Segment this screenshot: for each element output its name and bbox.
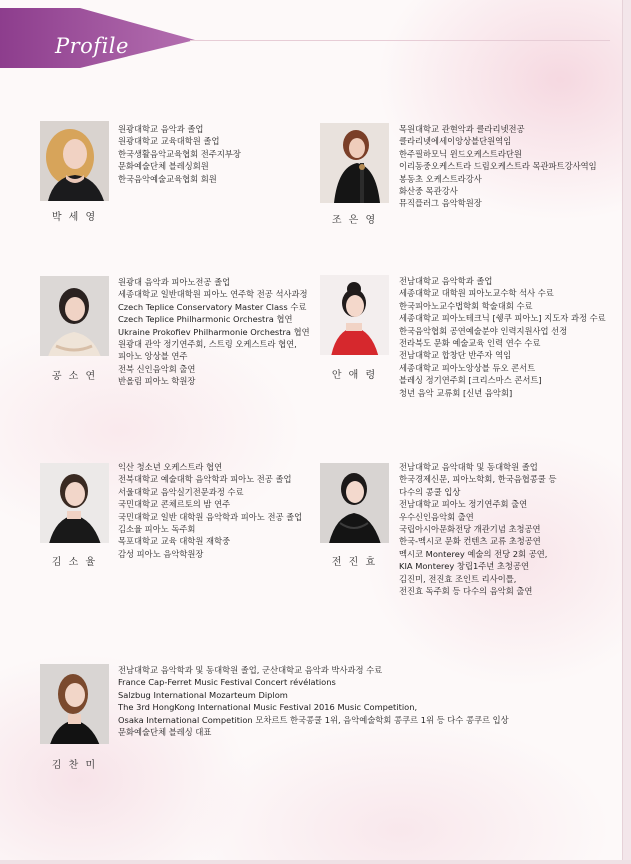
bio-line: 전북 신인음악회 출연: [118, 363, 196, 374]
bio-line: 세종대학교 피아노테크닉 [쉥쿠 피아노] 지도자 과정 수료: [399, 313, 606, 324]
profile-photo: [320, 123, 389, 203]
bio-line: 전남대학교 음악대학 및 동대학원 졸업: [399, 462, 538, 472]
bio-line: 세종대학교 대학원 피아노교수학 석사 수료: [399, 288, 554, 299]
bio-line: KIA Monterey 창립1주년 초청공연: [399, 561, 529, 572]
bio-line: 전남대학교 음악학과 및 동대학원 졸업, 군산대학교 음악과 박사과정 수료: [118, 665, 383, 675]
bio-line: 피아노 앙상블 연주: [118, 351, 188, 362]
bio-line: 반올림 피아노 학원장: [118, 376, 196, 387]
bio-line: 한국생활음악교육협회 전주지부장: [118, 148, 241, 159]
profile-bio: [399, 461, 556, 597]
profile-bio: [399, 275, 606, 399]
profile-photo: [40, 463, 109, 543]
bio-line: 익산 청소년 오케스트라 협연: [118, 462, 223, 472]
bio-line: 감성 피아노 음악학원장: [118, 548, 204, 559]
bio-line: 우수신인음악회 출연: [399, 511, 474, 522]
profile-bio: [399, 123, 597, 210]
bio-line: Ukraine Prokofiev Philharmonie Orchestra 협연: [118, 326, 310, 337]
profile-photo: [40, 664, 109, 744]
profile-bio: [118, 123, 241, 185]
bio-line: 봉동초 오케스트라강사: [399, 173, 482, 184]
bio-line: 한국음악협회 공연예술분야 인력지원사업 선정: [399, 325, 568, 336]
bio-line: Czech Teplice Philharmonic Orchestra 협연: [118, 314, 293, 325]
bio-line: 전진효 독주회 등 다수의 음악회 출연: [399, 586, 533, 597]
bio-line: 원광대학교 교육대학원 졸업: [118, 136, 220, 147]
profile-photo: [320, 463, 389, 543]
bio-line: 원광대 관악 정기연주회, 스트링 오케스트라 협연,: [118, 339, 297, 350]
bio-line: 블레싱 정기연주회 [크리스마스 콘서트]: [399, 375, 542, 386]
header-divider: [190, 40, 610, 41]
bio-line: 서울대학교 음악실기전문과정 수료: [118, 486, 244, 497]
bio-line: 문화예술단체 블레싱 대표: [118, 727, 212, 738]
banner-title: Profile: [55, 34, 129, 58]
page-edge-bottom: [0, 860, 631, 864]
bio-line: 원광대학교 음악과 졸업: [118, 124, 204, 134]
profile-name: 김 소 율: [51, 557, 98, 568]
bio-line: 전남대학교 피아노 정기연주회 출연: [399, 499, 528, 510]
bio-line: 한주필하모닉 윈드오케스트라단원: [399, 148, 522, 159]
profile-name: 박 세 영: [51, 212, 98, 223]
bio-line: 목포대학교 교육 대학원 재학중: [118, 536, 231, 547]
profile-name: 김 찬 미: [51, 760, 98, 771]
profile-bio: [118, 664, 509, 738]
profile-photo: [320, 275, 389, 355]
bio-line: 한국피아노교수법학회 학술대회 수료: [399, 300, 533, 311]
bio-line: 문화예술단체 블레싱회원: [118, 161, 209, 172]
profile-photo: [40, 276, 109, 356]
bio-line: 클라리넷에세이앙상블단원역임: [399, 136, 512, 147]
bio-line: 세종대학교 피아노앙상블 듀오 콘서트: [399, 362, 536, 373]
bio-line: 전라북도 문화 예술교육 인력 연수 수료: [399, 338, 541, 349]
bio-line: 이리동중오케스트라 드림오케스트라 목관파트강사역임: [399, 161, 597, 172]
profile-name: 조 은 영: [331, 215, 378, 226]
bio-line: 국립아시아문화전당 개관기념 초청공연: [399, 524, 541, 535]
bio-line: France Cap-Ferret Music Festival Concert révélations: [118, 677, 336, 688]
bio-line: 한국음악예술교육협회 회원: [118, 173, 217, 184]
profile-photo: [40, 121, 109, 201]
bio-line: 청년 음악 교류회 [신년 음악회]: [399, 387, 513, 398]
profile-name: 안 애 령: [331, 370, 378, 381]
profile-name: 공 소 연: [51, 371, 98, 382]
bio-line: 화산중 목관강사: [399, 186, 458, 197]
bio-line: 한국-멕시코 문화 컨텐츠 교류 초청공연: [399, 536, 541, 547]
bio-line: 국민대학교 일반 대학원 음악학과 피아노 전공 졸업: [118, 511, 303, 522]
profile-bio: [118, 461, 302, 560]
bio-line: 전남대학교 합창단 반주자 역임: [399, 350, 512, 361]
bio-line: 김진미, 전진효 조인트 리사이틀,: [399, 573, 517, 584]
bio-line: 뮤직플러그 음악학원장: [399, 198, 482, 209]
bio-line: 목원대학교 관현악과 클라리넷전공: [399, 124, 525, 134]
bio-line: 김소율 피아노 독주회: [118, 524, 196, 535]
bio-line: 다수의 콩쿨 입상: [399, 486, 461, 497]
bio-line: 원광대 음악과 피아노전공 졸업: [118, 277, 231, 287]
bio-line: 한국경제신문, 피아노학회, 한국음협콩쿨 등: [399, 474, 557, 485]
bio-line: 전북대학교 예술대학 음악학과 피아노 전공 졸업: [118, 474, 292, 485]
profile-name: 전 진 효: [331, 557, 378, 568]
bio-line: 멕시코 Monterey 예술의 전당 2회 공연,: [399, 548, 548, 559]
page-edge-right: [622, 0, 631, 864]
profile-banner: [0, 8, 200, 68]
bio-line: 국민대학교 콘체르토의 밤 연주: [118, 499, 231, 510]
bio-line: 세종대학교 일반대학원 피아노 연주학 전공 석사과정: [118, 289, 308, 300]
bio-line: Czech Teplice Conservatory Master Class 수료: [118, 301, 307, 312]
bio-line: Osaka International Competition 모차르트 한국콩쿨 1위, 음악예술학회 콩쿠르 1위 등 다수 콩쿠르 입상: [118, 714, 509, 725]
bio-line: The 3rd HongKong International Music Festival 2016 Music Competition,: [118, 702, 418, 713]
bio-line: 전남대학교 음악학과 졸업: [399, 276, 493, 286]
profile-bio: [118, 276, 310, 388]
bio-line: Salzbug International Mozarteum Diplom: [118, 689, 288, 700]
